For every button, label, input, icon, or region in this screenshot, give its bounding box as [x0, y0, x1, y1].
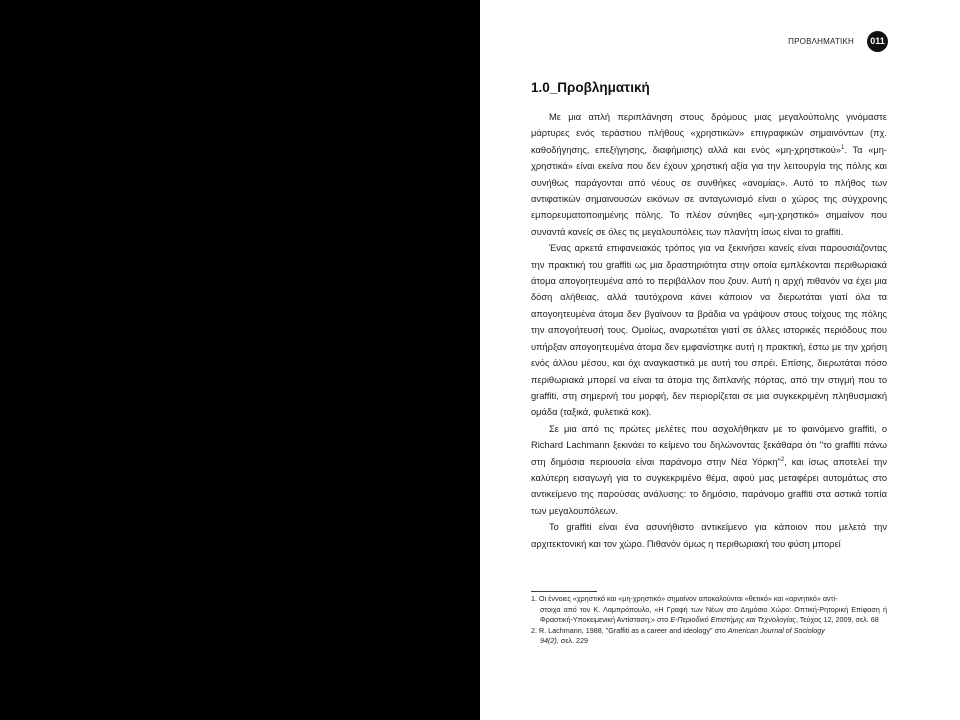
footnote-2-continued	[531, 636, 887, 647]
document-page	[480, 0, 960, 720]
footnote-2	[531, 626, 887, 637]
footnote-1-continued	[531, 605, 887, 626]
footnote-1-first-line: 1. Οι έννοιες «χρηστικό και «μη-χρηστικό» σημαίνον αποκαλούνται «θετικό» και «αρνητικό» αντί-	[531, 594, 838, 603]
paragraph-3-text: Σε μια από τις πρώτες μελέτες που ασχολήθηκαν με το φαινόμενο graffiti, ο Richard Lachmann ξεκινάει το κείμενο του δηλώνοντας ξεκάθαρα ότι "το graffiti πάνω στη δημόσια περιουσία είναι παράνομο στην Νέα Υόρκη"	[531, 423, 887, 467]
footnotes	[531, 594, 887, 647]
paragraph-3-text-cont: , και ίσως αποτελεί την καλύτερη εισαγωγή για το συγκεκριμένο θέμα, αφού μας μεταφέρει αυτομάτως στο αντικείμενο της παρούσας ανάλυσης: το δημόσιο, παράνομο graffiti στα αστικά τοπία των μεγαλουπόλεων.	[531, 456, 887, 516]
paragraph-1-text: Με μια απλή περιπλάνηση στους δρόμους μιας μεγαλούπολης γινόμαστε μάρτυρες ενός τεράστιου πλήθους «χρηστικών» επιγραφικών σημαινόντων (πχ. καθοδήγησης, επεξήγησης, διαφήμισης) αλλά και ενός «μη-χρηστικού»	[531, 112, 887, 155]
footnote-1-journal: Ε-Περιοδικό Επιστήμης και Τεχνολογίας	[670, 615, 796, 625]
footnote-1-text: στοιχα από τον Κ. Λαμπρόπουλο, «Η Γραφή των Νέων στο Δημόσιο Χώρο: Οπτική-Ρητορική Επίφαση ή Φραστική-Υποκειμενική Αντίσταση;» στο	[540, 604, 887, 625]
body-text	[531, 109, 887, 552]
footnote-2-journal: American Journal of Sociology	[727, 625, 825, 635]
footnote-1	[531, 594, 887, 605]
footnote-1-tail: , Τεύχος 12, 2009, σελ. 68	[795, 615, 879, 625]
footnote-2-text: 2. R. Lachmann, 1988, "Graffiti as a career and ideology" στο	[531, 625, 728, 635]
footnote-ref-2: 2	[780, 456, 785, 463]
running-head: ΠΡΟΒΛΗΜΑΤΙΚΗ	[788, 37, 854, 46]
footnote-2-tail: σελ. 229	[558, 636, 588, 646]
paragraph-1-text-cont: . Τα «μη-χρηστικά» είναι εκείνα που δεν έχουν χρηστική αξία για την λειτουργία της πόλης και συνήθως παράγονται από νέους σε συνθήκες «ανομίας». Αυτό το πλήθος των αντιφατικών σημαινουσών εικόνων σε ανταγωνισμό είναι ο χώρος της σύγχρονης εμπορευματοποιημένης πόλης. Το πλέον σύνηθες «μη-χρηστικό» σημαίνον που συναντά κανείς σε όλες τις μεγαλουπόλεις των πλανήτη ίσως είναι το graffiti.	[531, 144, 887, 237]
page-number-badge: 011	[867, 31, 888, 52]
paragraph-1	[531, 109, 887, 240]
footnote-2-volume: 94(2),	[540, 636, 559, 646]
paragraph-4: Το graffiti είναι ένα ασυνήθιστο αντικείμενο για κάποιον που μελετά την αρχιτεκτονική και τον χώρο. Πιθανόν όμως η περιθωριακή του φύση μπορεί	[531, 522, 887, 549]
footnote-ref-1: 1	[841, 144, 845, 151]
section-title: 1.0_Προβληματική	[531, 80, 650, 95]
paragraph-3	[531, 421, 887, 519]
paragraph-2: Ένας αρκετά επιφανειακός τρόπος για να ξεκινήσει κανείς είναι παρουσιάζοντας την πρακτική του graffiti ως μια δραστηριότητα στην οποία εμπλέκονται περιθωριακά άτομα απογοητευμένα από το περιβάλλον που ζουν. Αυτή η αρχή πιθανόν να έχει μια δόση αλήθειας, αλλά ταυτόχρονα κάνει κάποιον να διερωτάται γιατί όλα τα απογοητευμένα άτομα δεν βγαίνουν τα βράδια να γράψουν στους τοίχους της πόλης την απογοήτευσή τους. Ομοίως, αναρωτιέται γιατί σε άλλες ιστορικές περιόδους που υπήρξαν απογοητευμένα άτομα δεν εμφανίστηκε αυτή η πρακτική, έστω με την χρήση ενός άλλου μέσου, και όχι αναγκαστικά με αυτή του σπρέι. Επίσης, διερωτάται πόσο περιθωριακά μπορεί να είναι τα άτομα της διπλανής πόρτας, από την στιγμή που το graffiti, στη σημερινή του μορφή, δεν περιορίζεται σε μια συγκεκριμένη πληθυσμιακή ομάδα (ταξικά, φυλετικά κοκ).	[531, 243, 887, 418]
footnote-divider	[531, 591, 597, 592]
